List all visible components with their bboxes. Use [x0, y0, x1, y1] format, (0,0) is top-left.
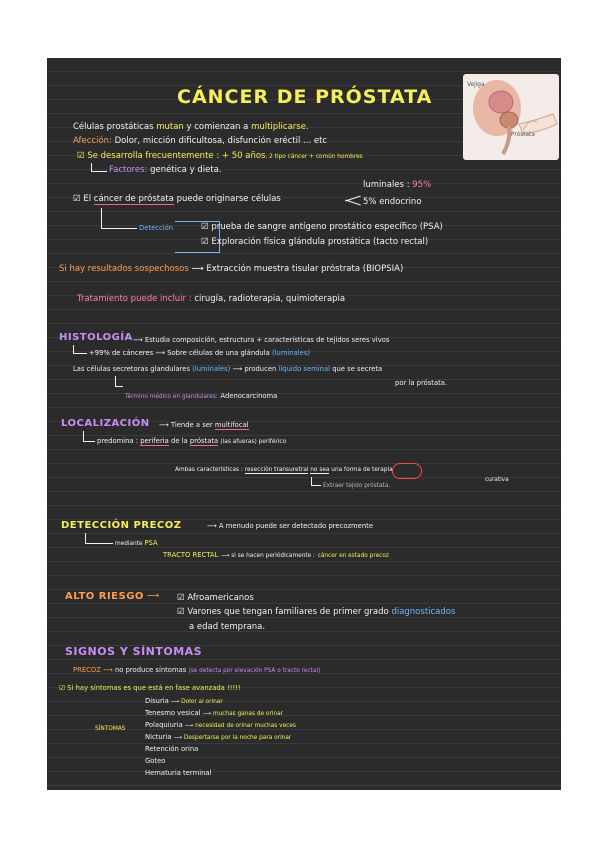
symptom-goteo: Goteo — [145, 757, 166, 765]
intro-luminales: luminales : 95% — [363, 180, 432, 190]
loc-line-1: ⟶ Tiende a ser multifocal — [159, 421, 249, 429]
detection-tacto: ☑ Exploración física glándula prostática (tacto rectal) — [201, 237, 429, 247]
symptom-disuria: Disuria ⟶ Dolor al orinar — [145, 697, 223, 705]
risk-line-3: a edad temprana. — [189, 622, 266, 632]
symptom-hematuria: Hematuria terminal — [145, 769, 212, 777]
treatment: Tratamiento puede incluir : cirugía, radioterapia, quimioterapia — [77, 294, 346, 304]
symptom-nicturia: Nicturia ⟶ Despertarse por la noche para orinar — [145, 733, 292, 741]
intro-line-5: ☑ El cáncer de próstata puede originarse células — [73, 194, 281, 204]
symptom-polaquiuria: Polaquiuria ⟶ necesidad de orinar muchas veces — [145, 721, 296, 729]
intro-line-4: Factores: genética y dieta. — [109, 165, 222, 175]
intro-line-1: Células prostáticas mutan y comienzan a multiplicarse. — [73, 122, 309, 132]
histo-line-1: ⟶ Estudia composición, estructura + características de tejidos seres vivos — [133, 336, 390, 344]
detp-line-1: ⟶ A menudo puede ser detectado precozmente — [207, 522, 374, 530]
histo-line-4: Término médico en glandulares: Adenocarcinoma — [125, 392, 278, 400]
intro-line-2: Afección: Dolor, micción dificultosa, disfunción eréctil ... etc — [73, 136, 328, 146]
deteccion-precoz-heading: DETECCIÓN PRECOZ — [61, 520, 182, 531]
sig-line-2: ☑ Si hay síntomas es que está en fase avanzada !!!!! — [59, 684, 241, 692]
loc-line-4: Extraer tejido próstata. — [323, 483, 391, 489]
risk-line-2: ☑ Varones que tengan familiares de primer grado diagnosticados — [177, 607, 456, 617]
loc-line-2: predomina : periferia de la próstata (las afueras) periférico — [97, 437, 287, 445]
sintomas-side-label: SÍNTOMAS — [95, 726, 126, 732]
histo-line-2: +99% de cánceres ⟶ Sobre células de una glándula (luminales) — [89, 349, 311, 357]
signos-sintomas-heading: SIGNOS Y SÍNTOMAS — [65, 645, 203, 658]
sig-line-1: PRECOZ ⟶ no produce síntomas (se detecta por elevación PSA o tracto rectal) — [73, 666, 321, 674]
loc-line-3b: curativa — [485, 477, 509, 483]
illus-label-prostate: Próstata — [511, 132, 535, 138]
notes-sheet: CÁNCER DE PRÓSTATA Vejiga Próstata Células prostáticas mutan y comienzan a multiplicarse. Afección: Dolor, micción dificultosa, disfunción eréctil ... etc ☑ Se desarrolla frecuentemente : + 50 años, 2 tipo cáncer + común hombres Factores: genética y dieta. ☑ El cáncer de próstata puede originarse células luminales : 95% 5% endocrino Detección ☑ prueba de sangre antígeno prostático específico (PSA) ☑ Exploración física glándula prostática (tacto rectal) Si hay resultados sospechosos ⟶ Extracción muestra tisular próstrata (BIOPSIA) Tratamiento puede incluir : cirugía, radioterapia, quimioterapia HISTOLOGÍA ⟶ Estudia composición, estructura + características de tejidos seres vivos +99% de cánceres ⟶ Sobre células de una glándula (luminales) Las células secretoras glandulares (luminales) ⟶ producen líquido seminal que se secreta por la próstata. Término médico en glandulares: Adenocarcinoma LOCALIZACIÓN ⟶ Tiende a ser multifocal predomina : periferia de la próstata (las afueras) periférico Ambas características : resección transuretral no sea una forma de terapia curativa Extraer tejido próstata. DETECCIÓN PRECOZ ⟶ A menudo puede ser detectado precozmente mediante PSA TRACTO RECTAL ⟶ si se hacen periódicamente : cáncer en estado precoz ALTO RIESGO ⟶ ☑ Afroamericanos ☑ Varones que tengan familiares de primer grado diagnosticados a edad temprana. SIGNOS Y SÍNTOMAS PRECOZ ⟶ no produce síntomas (se detecta por elevación PSA o tracto rectal) ☑ Si hay síntomas es que está en fase avanzada !!!!! SÍNTOMAS Disuria ⟶ Dolor al orinar Tenesmo vesical ⟶ muchas ganas de orinar Polaquiuria ⟶ necesidad de orinar muchas veces Nicturia ⟶ Despertarse por la noche para orinar Retención orina Goteo Hematuria terminal — [47, 58, 561, 790]
intro-line-3: ☑ Se desarrolla frecuentemente : + 50 años, 2 tipo cáncer + común hombres — [77, 151, 363, 161]
detection-label: Detección — [139, 224, 174, 232]
prostate-illustration — [463, 74, 559, 160]
illus-label-bladder: Vejiga — [467, 82, 485, 88]
histo-line-3b: por la próstata. — [395, 379, 448, 387]
histologia-heading: HISTOLOGÍA — [59, 332, 133, 343]
histo-line-3: Las células secretoras glandulares (luminales) ⟶ producen líquido seminal que se secreta — [73, 365, 383, 373]
symptom-retencion: Retención orina — [145, 745, 199, 753]
page-title: CÁNCER DE PRÓSTATA — [177, 86, 433, 108]
detp-line-3: TRACTO RECTAL ⟶ si se hacen periódicamente : cáncer en estado precoz — [163, 551, 389, 559]
symptom-tenesmo: Tenesmo vesical ⟶ muchas ganas de orinar — [145, 709, 284, 717]
risk-line-1: ☑ Afroamericanos — [177, 593, 254, 603]
alto-riesgo-heading: ALTO RIESGO — [65, 591, 144, 602]
suspicious-results: Si hay resultados sospechosos ⟶ Extracción muestra tisular próstrata (BIOPSIA) — [59, 264, 404, 274]
localizacion-heading: LOCALIZACIÓN — [61, 418, 150, 429]
detection-psa: ☑ prueba de sangre antígeno prostático específico (PSA) — [201, 222, 443, 232]
loc-line-3: Ambas características : resección transuretral no sea una forma de terapia — [175, 467, 393, 473]
detp-line-2: mediante PSA — [115, 539, 158, 547]
intro-endocrino: 5% endocrino — [363, 197, 422, 207]
